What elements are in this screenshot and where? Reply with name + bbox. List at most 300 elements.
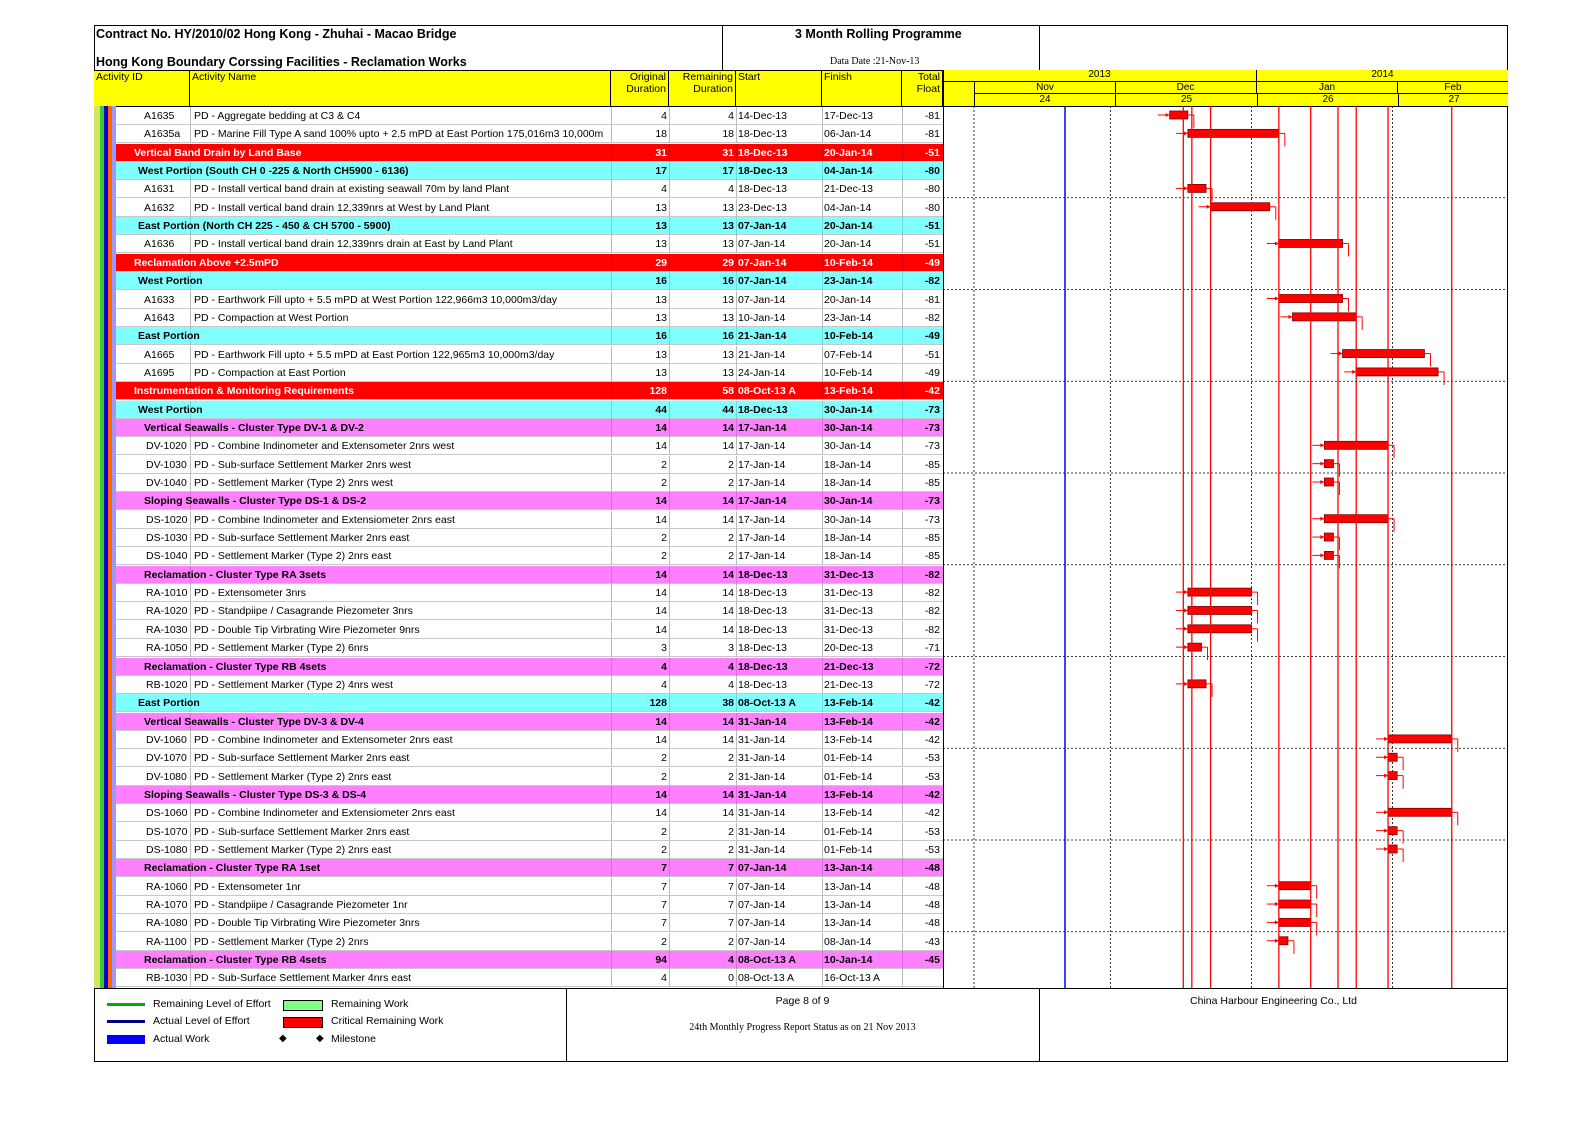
column-separator — [611, 382, 612, 400]
column-separator — [190, 584, 191, 602]
column-separator — [822, 254, 823, 272]
col-tf-l1: Total — [917, 71, 940, 83]
remaining-duration-cell: 38 — [722, 697, 734, 710]
table-row[interactable] — [94, 309, 943, 327]
column-separator — [611, 621, 612, 639]
table-row[interactable] — [94, 841, 943, 859]
wbs-row[interactable] — [94, 254, 943, 272]
original-duration-cell: 2 — [661, 532, 667, 545]
column-separator — [669, 896, 670, 914]
column-separator — [736, 694, 737, 712]
column-separator — [736, 364, 737, 382]
activity-name-cell: East Portion — [138, 330, 200, 343]
table-row[interactable] — [94, 529, 943, 547]
column-separator — [669, 492, 670, 510]
column-separator — [190, 731, 191, 749]
column-separator — [822, 511, 823, 529]
start-cell: 08-Oct-13 A — [738, 385, 796, 398]
month-jan-label: Jan — [1318, 82, 1336, 93]
wbs-row[interactable] — [94, 566, 943, 584]
activity-id-cell: RA-1100 — [146, 935, 187, 948]
wbs-row[interactable] — [94, 658, 943, 676]
column-separator — [669, 309, 670, 327]
table-row[interactable] — [94, 584, 943, 602]
original-duration-cell: 14 — [655, 440, 667, 453]
column-separator — [611, 823, 612, 841]
total-float-cell: -82 — [924, 605, 940, 618]
column-separator — [902, 658, 903, 676]
column-separator — [190, 272, 191, 290]
activity-name-cell: Instrumentation & Monitoring Requirements — [134, 385, 354, 398]
activity-name-cell: PD - Aggregate bedding at C3 & C4 — [194, 110, 361, 122]
start-cell: 08-Oct-13 A — [738, 954, 796, 967]
column-separator — [902, 529, 903, 547]
column-separator — [736, 401, 737, 419]
activity-id-cell: DS-1020 — [146, 513, 188, 526]
column-separator — [669, 658, 670, 676]
activity-id-cell: A1631 — [144, 183, 175, 196]
column-separator — [190, 602, 191, 620]
table-row[interactable] — [94, 199, 943, 217]
column-separator — [822, 419, 823, 437]
column-separator — [190, 199, 191, 217]
original-duration-cell: 2 — [661, 825, 667, 838]
finish-cell: 20-Jan-14 — [824, 293, 872, 306]
activity-name-cell: PD - Combine Indinometer and Extensiometer 2nrs east — [194, 807, 455, 820]
remaining-duration-cell: 2 — [728, 935, 734, 948]
activity-name-cell: West Portion — [138, 403, 203, 416]
start-cell: 31-Jan-14 — [738, 752, 786, 765]
column-separator — [822, 731, 823, 749]
column-separator — [611, 658, 612, 676]
column-separator — [822, 914, 823, 932]
activity-id-cell: DV-1040 — [146, 477, 187, 489]
finish-cell: 31-Dec-13 — [824, 587, 874, 600]
column-separator — [611, 694, 612, 712]
table-row[interactable] — [94, 768, 943, 786]
column-separator — [611, 456, 612, 474]
column-separator — [669, 823, 670, 841]
finish-cell: 21-Dec-13 — [824, 660, 874, 673]
column-separator — [190, 639, 191, 657]
gantt-bar-critical — [1188, 588, 1252, 596]
total-float-cell: -82 — [924, 623, 940, 636]
total-float-cell: -53 — [924, 752, 940, 765]
original-duration-cell: 13 — [655, 238, 667, 251]
remaining-duration-cell: 7 — [728, 917, 734, 930]
table-row[interactable] — [94, 235, 943, 253]
table-row[interactable] — [94, 621, 943, 639]
column-separator — [611, 107, 612, 125]
original-duration-cell: 7 — [661, 880, 667, 893]
column-separator — [736, 749, 737, 767]
start-cell: 18-Dec-13 — [738, 183, 788, 196]
column-separator — [736, 254, 737, 272]
gantt-link-arrow — [1320, 535, 1324, 539]
gantt-left-border — [943, 70, 944, 988]
column-separator — [611, 786, 612, 804]
column-separator — [736, 291, 737, 309]
column-separator — [611, 749, 612, 767]
activity-name-cell: PD - Settlement Marker (Type 2) 2nrs — [194, 935, 369, 948]
column-separator — [822, 951, 823, 969]
wbs-row[interactable] — [94, 144, 943, 162]
column-separator — [669, 346, 670, 364]
table-row[interactable] — [94, 437, 943, 455]
column-separator — [902, 566, 903, 584]
gantt-link-arrow — [1320, 553, 1324, 557]
gantt-bar-critical — [1356, 368, 1438, 376]
legend-actual-loe: Actual Level of Effort — [153, 1015, 250, 1027]
finish-cell: 31-Dec-13 — [824, 568, 874, 581]
table-row[interactable] — [94, 602, 943, 620]
legend-actual-loe-swatch — [107, 1020, 145, 1023]
column-separator — [822, 602, 823, 620]
total-float-cell: -53 — [924, 770, 940, 783]
column-separator — [611, 254, 612, 272]
gantt-link-arrow — [1166, 113, 1170, 117]
finish-cell: 13-Feb-14 — [824, 385, 874, 398]
column-separator — [822, 566, 823, 584]
gantt-link-arrow — [1184, 131, 1188, 135]
table-row[interactable] — [94, 639, 943, 657]
legend-critical-swatch — [283, 1017, 323, 1028]
finish-cell: 01-Feb-14 — [824, 752, 873, 765]
activity-id-cell: RA-1070 — [146, 899, 188, 912]
remaining-duration-cell: 14 — [722, 733, 734, 746]
gantt-link-arrow — [1184, 645, 1188, 649]
column-separator — [669, 951, 670, 969]
activity-name-cell: West Portion — [138, 275, 203, 288]
milestone-icon-2: ◆ — [316, 1033, 324, 1044]
gantt-bar-critical — [1324, 551, 1333, 559]
remaining-duration-cell: 7 — [728, 899, 734, 912]
activity-name-cell: PD - Standpiipe / Casagrande Piezometer 3nrs — [194, 605, 413, 618]
wbs-row[interactable] — [94, 951, 943, 969]
remaining-duration-cell: 2 — [728, 532, 734, 545]
table-row[interactable] — [94, 878, 943, 896]
table-row[interactable] — [94, 125, 943, 143]
gantt-bar-critical — [1170, 111, 1188, 119]
wbs-level-bars — [94, 106, 128, 988]
activity-name-cell: PD - Sub-Surface Settlement Marker 4nrs east — [194, 972, 412, 985]
column-separator — [669, 602, 670, 620]
column-separator — [902, 547, 903, 565]
total-float-cell: -51 — [924, 238, 940, 251]
column-separator — [902, 511, 903, 529]
table-row[interactable] — [94, 364, 943, 382]
column-separator — [611, 125, 612, 143]
column-separator — [669, 639, 670, 657]
wbs-row[interactable] — [94, 401, 943, 419]
column-separator — [611, 639, 612, 657]
column-separator — [736, 419, 737, 437]
activity-name-cell: PD - Combine Indinometer and Extensiometer 2nrs east — [194, 513, 455, 526]
finish-cell: 18-Jan-14 — [824, 458, 872, 471]
total-float-cell: -51 — [924, 348, 940, 361]
column-separator — [902, 713, 903, 731]
activity-name-cell: PD - Sub-surface Settlement Marker 2nrs east — [194, 752, 410, 765]
column-separator — [822, 804, 823, 822]
column-separator — [669, 291, 670, 309]
finish-cell: 21-Dec-13 — [824, 678, 874, 691]
activity-name-cell: PD - Marine Fill Type A sand 100% upto + 2.5 mPD at East Portion 175,016m3 10,000m — [194, 128, 604, 141]
finish-cell: 18-Jan-14 — [824, 550, 872, 563]
activity-id-cell: A1635 — [144, 110, 175, 122]
remaining-duration-cell: 4 — [728, 678, 734, 691]
activity-name-cell: PD - Sub-surface Settlement Marker 2nrs east — [194, 825, 410, 838]
column-separator — [611, 951, 612, 969]
column-separator — [902, 291, 903, 309]
activity-name-cell: PD - Settlement Marker (Type 2) 2nrs east — [194, 550, 392, 563]
period-26-label: 26 — [1322, 94, 1334, 105]
col-original-duration — [611, 70, 669, 106]
total-float-cell: -49 — [924, 256, 940, 269]
column-separator — [736, 768, 737, 786]
column-separator — [902, 419, 903, 437]
table-row[interactable] — [94, 547, 943, 565]
column-separator — [902, 639, 903, 657]
total-float-cell: -48 — [924, 917, 940, 930]
remaining-duration-cell: 2 — [728, 825, 734, 838]
table-row[interactable] — [94, 823, 943, 841]
activity-id-cell: DV-1070 — [146, 752, 187, 765]
legend-remaining-loe-swatch — [107, 1003, 145, 1006]
column-separator — [190, 162, 191, 180]
column-separator — [822, 859, 823, 877]
start-cell: 07-Jan-14 — [738, 238, 786, 251]
remaining-duration-cell: 2 — [728, 770, 734, 783]
col-activity-name — [190, 70, 611, 106]
finish-cell: 10-Feb-14 — [824, 256, 874, 269]
column-separator — [822, 584, 823, 602]
wbs-row[interactable] — [94, 382, 943, 400]
table-row[interactable] — [94, 969, 943, 987]
remaining-duration-cell: 2 — [728, 477, 734, 489]
remaining-duration-cell: 14 — [722, 440, 734, 453]
activity-id-cell: DV-1020 — [146, 440, 187, 453]
col-activity-id-label: Activity ID — [96, 71, 143, 83]
table-row[interactable] — [94, 914, 943, 932]
finish-cell: 30-Jan-14 — [824, 421, 873, 434]
column-separator — [669, 217, 670, 235]
remaining-duration-cell: 14 — [722, 513, 734, 526]
remaining-duration-cell: 29 — [722, 256, 734, 269]
column-separator — [736, 969, 737, 987]
original-duration-cell: 13 — [655, 201, 667, 214]
remaining-duration-cell: 0 — [728, 972, 734, 985]
start-cell: 17-Jan-14 — [738, 550, 786, 563]
finish-cell: 10-Feb-14 — [824, 366, 873, 379]
start-cell: 07-Jan-14 — [738, 256, 787, 269]
gantt-link-arrow — [1339, 352, 1343, 356]
period-27 — [1398, 94, 1509, 106]
remaining-duration-cell: 14 — [722, 623, 734, 636]
remaining-duration-cell: 18 — [722, 128, 734, 141]
original-duration-cell: 4 — [661, 678, 667, 691]
column-separator — [822, 786, 823, 804]
table-row[interactable] — [94, 749, 943, 767]
activity-name-cell: PD - Sub-surface Settlement Marker 2nrs west — [194, 458, 412, 471]
column-separator — [736, 896, 737, 914]
table-row[interactable] — [94, 896, 943, 914]
gantt-bar-critical — [1279, 882, 1311, 890]
table-row[interactable] — [94, 107, 943, 125]
original-duration-cell: 2 — [661, 752, 667, 765]
finish-cell: 18-Jan-14 — [824, 477, 872, 489]
column-separator — [190, 969, 191, 987]
finish-cell: 06-Jan-14 — [824, 128, 872, 141]
column-separator — [190, 859, 191, 877]
finish-cell: 01-Feb-14 — [824, 844, 873, 856]
remaining-duration-cell: 4 — [728, 110, 734, 122]
original-duration-cell: 14 — [655, 605, 667, 618]
original-duration-cell: 14 — [655, 495, 667, 508]
wbs-row[interactable] — [94, 859, 943, 877]
wbs-row[interactable] — [94, 419, 943, 437]
activity-id-cell: RB-1030 — [146, 972, 188, 985]
activity-name-cell: PD - Double Tip Virbrating Wire Piezometer 3nrs — [194, 917, 420, 930]
period-24 — [974, 94, 1115, 106]
remaining-duration-cell: 16 — [722, 275, 734, 288]
month-feb — [1398, 82, 1508, 94]
column-separator — [669, 364, 670, 382]
original-duration-cell: 2 — [661, 477, 667, 489]
original-duration-cell: 13 — [655, 366, 667, 379]
wbs-row[interactable] — [94, 162, 943, 180]
table-row[interactable] — [94, 511, 943, 529]
table-row[interactable] — [94, 804, 943, 822]
total-float-cell: -85 — [924, 458, 940, 471]
column-separator — [822, 896, 823, 914]
column-separator — [669, 419, 670, 437]
column-separator — [736, 162, 737, 180]
total-float-cell: -72 — [924, 678, 940, 691]
column-separator — [736, 804, 737, 822]
col-start-label: Start — [738, 71, 761, 83]
table-row[interactable] — [94, 291, 943, 309]
column-separator — [902, 731, 903, 749]
wbs-row[interactable] — [94, 217, 943, 235]
column-separator — [611, 731, 612, 749]
table-row[interactable] — [94, 180, 943, 198]
col-rd-l1: Remaining — [682, 71, 733, 83]
column-separator — [902, 199, 903, 217]
column-separator — [190, 768, 191, 786]
column-separator — [902, 621, 903, 639]
column-separator — [822, 823, 823, 841]
legend-milestone: Milestone — [331, 1033, 376, 1045]
remaining-duration-cell: 2 — [728, 550, 734, 563]
column-separator — [190, 878, 191, 896]
column-separator — [822, 676, 823, 694]
column-separator — [736, 474, 737, 492]
column-separator — [611, 419, 612, 437]
total-float-cell: -42 — [924, 715, 940, 728]
start-cell: 23-Dec-13 — [738, 201, 788, 214]
column-separator — [669, 676, 670, 694]
original-duration-cell: 2 — [661, 458, 667, 471]
column-separator — [902, 125, 903, 143]
column-separator — [902, 217, 903, 235]
column-separator — [611, 584, 612, 602]
gantt-bar-critical — [1188, 625, 1252, 633]
column-separator — [736, 235, 737, 253]
start-cell: 31-Jan-14 — [738, 770, 786, 783]
column-separator — [190, 309, 191, 327]
start-cell: 31-Jan-14 — [738, 807, 786, 820]
column-separator — [611, 602, 612, 620]
remaining-duration-cell: 4 — [728, 183, 734, 196]
original-duration-cell: 14 — [655, 421, 667, 434]
table-row[interactable] — [94, 731, 943, 749]
activity-id-cell: A1643 — [144, 311, 175, 324]
table-row[interactable] — [94, 456, 943, 474]
original-duration-cell: 4 — [661, 972, 667, 985]
wbs-row[interactable] — [94, 327, 943, 345]
activity-id-cell: RB-1020 — [146, 678, 188, 691]
table-row[interactable] — [94, 933, 943, 951]
activity-name-cell: PD - Combine Indinometer and Extensometer 2nrs west — [194, 440, 455, 453]
gantt-bar-critical — [1279, 918, 1311, 926]
table-row[interactable] — [94, 474, 943, 492]
remaining-duration-cell: 4 — [728, 954, 734, 967]
wbs-row[interactable] — [94, 786, 943, 804]
activity-id-cell: DS-1040 — [146, 550, 188, 563]
original-duration-cell: 4 — [661, 183, 667, 196]
column-separator — [736, 327, 737, 345]
column-separator — [736, 566, 737, 584]
column-separator — [611, 401, 612, 419]
finish-cell: 30-Jan-14 — [824, 440, 872, 453]
column-separator — [190, 547, 191, 565]
wbs-row[interactable] — [94, 694, 943, 712]
column-separator — [902, 933, 903, 951]
column-separator — [822, 199, 823, 217]
column-separator — [669, 529, 670, 547]
wbs-row[interactable] — [94, 492, 943, 510]
column-separator — [669, 841, 670, 859]
column-separator — [736, 456, 737, 474]
finish-cell: 13-Feb-14 — [824, 788, 874, 801]
gantt-svg — [943, 106, 1508, 988]
col-finish — [822, 70, 902, 106]
total-float-cell: -53 — [924, 844, 940, 856]
year-2013 — [943, 70, 1257, 82]
gantt-bar-critical — [1324, 478, 1333, 486]
activity-name-cell: Reclamation Above +2.5mPD — [134, 256, 279, 269]
wbs-row[interactable] — [94, 272, 943, 290]
column-separator — [736, 529, 737, 547]
activity-id-cell: RA-1030 — [146, 623, 188, 636]
column-separator — [736, 272, 737, 290]
wbs-row[interactable] — [94, 713, 943, 731]
table-row[interactable] — [94, 346, 943, 364]
gantt-link-arrow — [1320, 462, 1324, 466]
start-cell: 18-Dec-13 — [738, 128, 788, 141]
activity-name-cell: Vertical Seawalls - Cluster Type DV-1 & DV-2 — [144, 421, 364, 434]
activity-name-cell: PD - Extensometer 3nrs — [194, 587, 307, 600]
start-cell: 18-Dec-13 — [738, 568, 788, 581]
remaining-duration-cell: 58 — [722, 385, 734, 398]
period-24-label: 24 — [1039, 94, 1051, 105]
column-separator — [190, 749, 191, 767]
table-row[interactable] — [94, 676, 943, 694]
column-separator — [736, 786, 737, 804]
start-cell: 17-Jan-14 — [738, 532, 786, 545]
activity-name-cell: PD - Double Tip Virbrating Wire Piezometer 9nrs — [194, 623, 420, 636]
col-finish-label: Finish — [824, 71, 853, 83]
